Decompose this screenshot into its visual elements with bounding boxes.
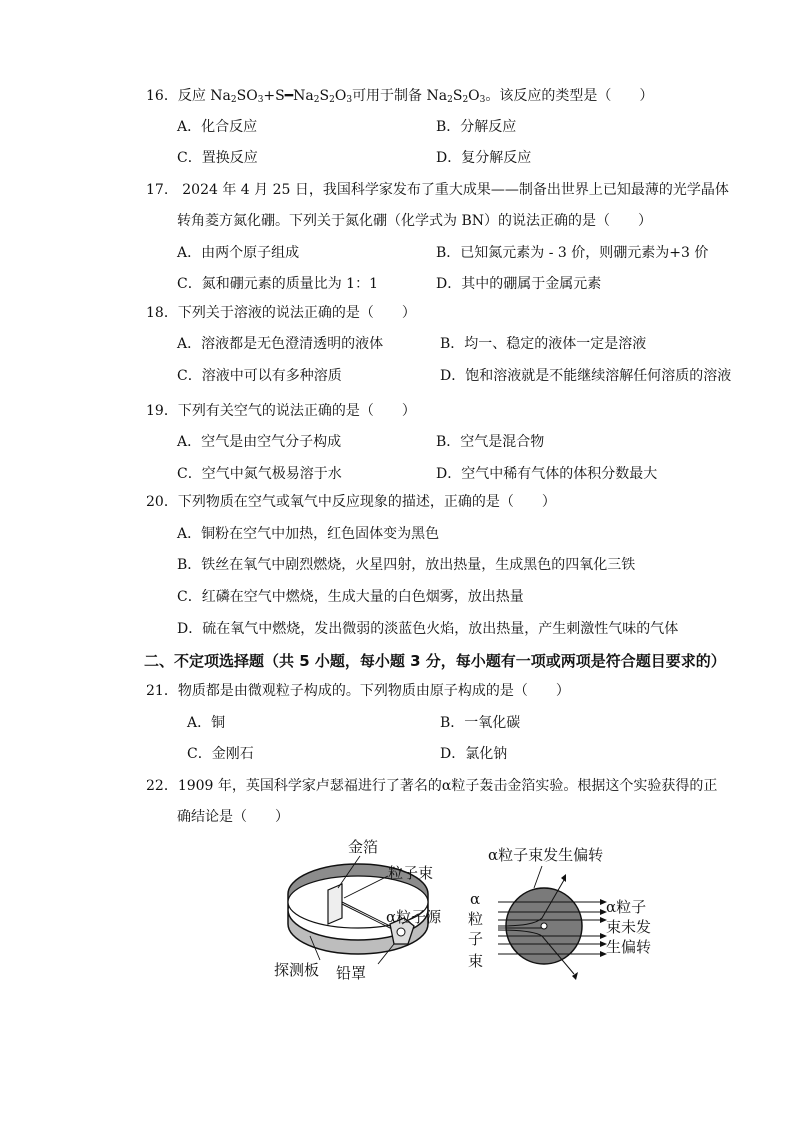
q22-stem-line1: 22．1909 年，英国科学家卢瑟福进行了著名的α粒子轰击金箔实验。根据这个实验获得的正 (146, 778, 718, 794)
q16-option-a: A．化合反应 (177, 119, 258, 135)
q20-option-a: A．铜粉在空气中加热，红色固体变为黑色 (177, 526, 440, 542)
q19-option-a: A．空气是由空气分子构成 (177, 434, 342, 450)
q16-option-c: C．置换反应 (177, 150, 258, 166)
q20-stem: 20．下列物质在空气或氧气中反应现象的描述，正确的是（ ） (146, 494, 556, 510)
rutherford-apparatus-figure (270, 832, 480, 984)
q17-option-d: D．其中的硼属于金属元素 (436, 276, 602, 292)
label-alpha-beam-left-4: 束 (468, 952, 484, 970)
q20-option-d: D．硫在氧气中燃烧，发出微弱的淡蓝色火焰，放出热量，产生刺激性气味的气体 (177, 621, 679, 637)
section-2-heading: 二、不定项选择题（共 5 小题，每小题 3 分，每小题有一项或两项是符合题目要求的） (144, 652, 726, 670)
q19-option-d: D．空气中稀有气体的体积分数最大 (436, 466, 658, 482)
q20-option-c: C．红磷在空气中燃烧，生成大量的白色烟雾，放出热量 (177, 589, 524, 605)
label-undeflected-2: 束未发 (606, 918, 652, 936)
q22-stem-line2: 确结论是（ ） (177, 809, 289, 825)
q18-option-c: C．溶液中可以有多种溶质 (177, 368, 342, 384)
q19-option-b: B．空气是混合物 (436, 434, 545, 450)
label-gold-foil: 金箔 (348, 838, 379, 856)
q18-option-d: D．饱和溶液就是不能继续溶解任何溶质的溶液 (440, 368, 732, 384)
q18-stem: 18．下列关于溶液的说法正确的是（ ） (146, 305, 416, 321)
q17-option-a: A．由两个原子组成 (177, 245, 300, 261)
label-undeflected-3: 生偏转 (606, 938, 652, 956)
q16-stem: 16．反应 $Na_2SO_3+S━Na_2S_2O_3$可用于制备 $Na_2S_2O_3$。该反应的类型是（ ） (146, 88, 654, 105)
q18-option-b: B．均一、稳定的液体一定是溶液 (440, 336, 647, 352)
q21-option-a: A．铜 (187, 715, 226, 731)
q19-option-c: C．空气中氮气极易溶于水 (177, 466, 342, 482)
q20-option-b: B．铁丝在氧气中剧烈燃烧，火星四射，放出热量，生成黑色的四氧化三铁 (177, 557, 636, 573)
label-lead-shield: 铅罩 (336, 964, 367, 982)
q17-stem-line1: 17. 2024 年 4 月 25 日，我国科学家发布了重大成果——制备出世界上已知最薄的光学晶体 (146, 182, 729, 198)
label-alpha-beam-left-1: α (470, 890, 481, 908)
q17-stem-line2: 转角菱方氮化硼。下列关于氮化硼（化学式为 BN）的说法正确的是（ ） (177, 213, 652, 229)
q18-option-a: A．溶液都是无色澄清透明的液体 (177, 336, 384, 352)
q21-option-d: D．氯化钠 (440, 746, 508, 762)
q16-option-d: D．复分解反应 (436, 150, 532, 166)
label-detector-plate: 探测板 (274, 961, 320, 979)
q19-stem: 19．下列有关空气的说法正确的是（ ） (146, 403, 416, 419)
label-alpha-source: α粒子源 (386, 908, 442, 926)
q21-stem: 21．物质都是由微观粒子构成的。下列物质由原子构成的是（ ） (146, 683, 570, 699)
gold-foil (328, 884, 342, 924)
label-alpha-beam-left-3: 子 (468, 930, 484, 948)
alpha-scattering-diagram (462, 840, 672, 988)
label-deflected-beam: α粒子束发生偏转 (488, 846, 604, 864)
q17-option-b: B．已知氮元素为 - 3 价，则硼元素为+3 价 (436, 245, 709, 261)
q21-option-b: B．一氧化碳 (440, 715, 521, 731)
label-undeflected-1: α粒子 (606, 898, 647, 916)
label-particle-beam: 粒子束 (388, 864, 434, 882)
label-alpha-beam-left-2: 粒 (468, 910, 484, 928)
q21-option-c: C．金刚石 (187, 746, 254, 762)
q16-option-b: B．分解反应 (436, 119, 517, 135)
q17-option-c: C．氮和硼元素的质量比为 1：1 (177, 276, 378, 292)
